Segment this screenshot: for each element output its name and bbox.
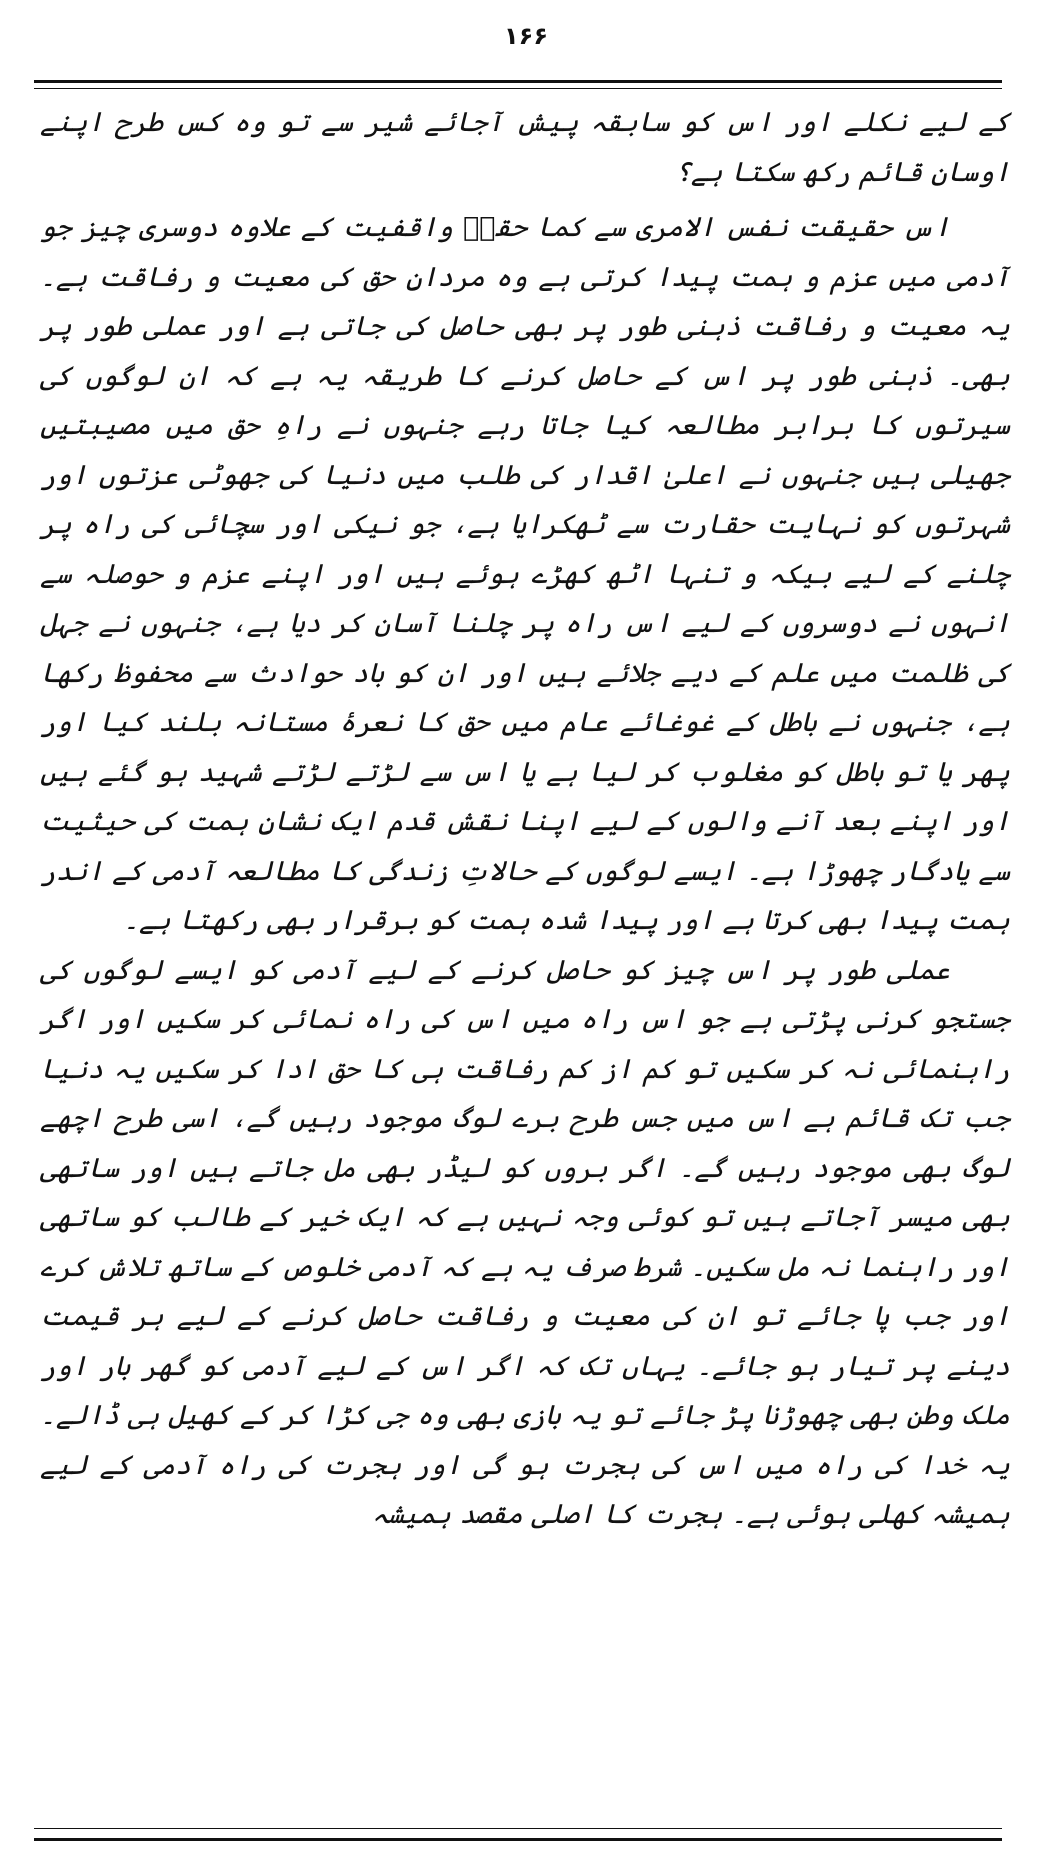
paragraph-continuation: کے لیے نکلے اور اس کو سابقہ پیش آجائے شیر سے تو وہ کس طرح اپنے اوسان قائم رکھ سکتا ہے؟ (40, 107, 1010, 188)
paragraph-companionship: اس حقیقت نفس الامری سے کما حقہٗ واقفیت کے علاوہ دوسری چیز جو آدمی میں عزم و ہمت پیدا کرتی ہے وہ مردانِ حق کی معیت و رفاقت ہے۔ یہ معیت و رفاقت ذہنی طور پر بھی حاصل کی جاتی ہے اور عملی طور پر بھی۔ ذہنی طور پر اس کے حاصل کرنے کا طریقہ یہ ہے کہ ان لوگوں کی سیرتوں کا برابر مطالعہ کیا جاتا رہے جنہوں نے راہِ حق میں مصیبتیں جھیلی ہیں جنہوں نے اعلیٰ اقدار کی طلب میں دنیا کی جھوٹی عزتوں اور شہرتوں کو نہایت حقارت سے ٹھکرایا ہے، جو نیکی اور سچائی کی راہ پر چلنے کے لیے بیکہ و تنہا اٹھ کھڑے ہوئے ہیں اور اپنے عزم و حوصلہ سے انہوں نے دوسروں کے لیے اس راہ پر چلنا آسان کر دیا ہے، جنہوں نے جہل کی ظلمت میں علم کے دیے جلائے ہیں اور ان کو باد حوادث سے محفوظ رکھا ہے، جنہوں نے باطل کے غوغائے عام میں حق کا نعرۂ مستانہ بلند کیا اور پھر یا تو باطل کو مغلوب کر لیا ہے یا اس سے لڑتے لڑتے شہید ہو گئے ہیں اور اپنے بعد آنے والوں کے لیے اپنا نقش قدم ایک نشانِ ہمت کی حیثیت سے یادگار چھوڑا ہے۔ ایسے لوگوں کے حالاتِ زندگی کا مطالعہ آدمی کے اندر ہمت پیدا بھی کرتا ہے اور پیدا شدہ ہمت کو برقرار بھی رکھتا ہے۔ (40, 212, 1010, 936)
footer-rule-thick (34, 1838, 1002, 1841)
header-rule-thick (34, 80, 1002, 83)
paragraph-practical: عملی طور پر اس چیز کو حاصل کرنے کے لیے آدمی کو ایسے لوگوں کی جستجو کرنی پڑتی ہے جو اس راہ میں اس کی راہ نمائی کر سکیں اور اگر راہنمائی نہ کر سکیں تو کم از کم رفاقت ہی کا حق ادا کر سکیں یہ دنیا جب تک قائم ہے اس میں جس طرح برے لوگ موجود رہیں گے، اسی طرح اچھے لوگ بھی موجود رہیں گے۔ اگر بروں کو لیڈر بھی مل جاتے ہیں اور ساتھی بھی میسر آجاتے ہیں تو کوئی وجہ نہیں ہے کہ ایک خیر کے طالب کو ساتھی اور راہنما نہ مل سکیں۔ شرط صرف یہ ہے کہ آدمی خلوص کے ساتھ تلاش کرے اور جب پا جائے تو ان کی معیت و رفاقت حاصل کرنے کے لیے ہر قیمت دینے پر تیار ہو جائے۔ یہاں تک کہ اگر اس کے لیے آدمی کو گھر بار اور ملک وطن بھی چھوڑنا پڑ جائے تو یہ بازی بھی وہ جی کڑا کر کے کھیل ہی ڈالے۔ یہ خدا کی راہ میں اس کی ہجرت ہو گی اور ہجرت کی راہ آدمی کے لیے ہمیشہ کھلی ہوئی ہے۔ ہجرت کا اصلی مقصد ہمیشہ (40, 954, 1010, 1530)
header-rule-thin (34, 88, 1002, 89)
page-number: ۱۶۶ (504, 22, 548, 50)
body-text (40, 98, 1010, 1540)
footer-rule-thin (34, 1828, 1002, 1829)
